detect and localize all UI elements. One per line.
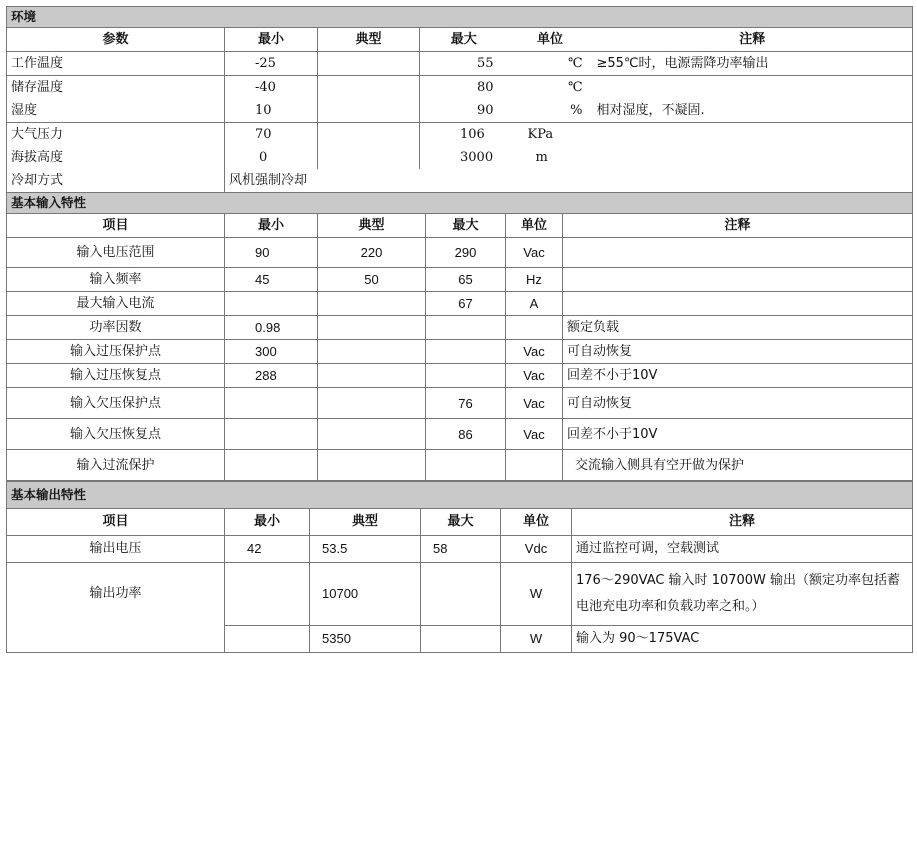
spec-document: [6, 6, 912, 653]
cell-min: 45: [225, 268, 318, 292]
header-unit: 单位: [506, 214, 563, 238]
cell-min: -40: [225, 76, 318, 100]
table-row: [7, 364, 913, 388]
environment-table: [6, 6, 913, 192]
cell-max: [426, 340, 506, 364]
cell-min: [225, 563, 310, 626]
table-header-row: [7, 214, 913, 238]
cell-max: [420, 169, 508, 192]
cell-item: 输入过压恢复点: [7, 364, 225, 388]
cell-min: 70: [225, 123, 318, 147]
cell-unit: W: [501, 563, 572, 626]
section-title: 基本输出特性: [7, 482, 913, 509]
table-row: [7, 419, 913, 450]
cell-typ: [318, 146, 420, 169]
cell-note: 额定负载: [563, 316, 913, 340]
table-row: [7, 340, 913, 364]
cell-param: 冷却方式: [7, 169, 225, 192]
cell-max: 80: [420, 76, 508, 100]
output-table: [6, 481, 913, 653]
input-table: [6, 192, 913, 481]
cell-param: 工作温度: [7, 52, 225, 76]
cell-note: 相对湿度，不凝固.: [593, 99, 913, 123]
cell-note: 输入为 90～175VAC: [572, 626, 913, 653]
cell-min: 288: [225, 364, 318, 388]
header-max: 最大: [420, 28, 508, 52]
cell-min: [225, 292, 318, 316]
cell-max: [426, 316, 506, 340]
cell-unit: W: [501, 626, 572, 653]
cell-unit: Vdc: [501, 536, 572, 563]
cell-unit: [506, 316, 563, 340]
cell-min: [225, 419, 318, 450]
cell-max: 67: [426, 292, 506, 316]
cell-max: 76: [426, 388, 506, 419]
table-row: [7, 536, 913, 563]
cell-item: 输入频率: [7, 268, 225, 292]
table-row: [7, 123, 913, 147]
cell-note: [563, 238, 913, 268]
section-title: 基本输入特性: [7, 193, 913, 214]
cell-param: 湿度: [7, 99, 225, 123]
header-max: 最大: [426, 214, 506, 238]
cell-typ: [318, 76, 420, 100]
section-header-input: [7, 193, 913, 214]
cell-min: [225, 388, 318, 419]
cell-unit: Vac: [506, 419, 563, 450]
cell-typ: [318, 123, 420, 147]
cell-min: 300: [225, 340, 318, 364]
table-row: [7, 238, 913, 268]
header-item: 项目: [7, 214, 225, 238]
header-max: 最大: [421, 509, 501, 536]
cell-typ: 220: [318, 238, 426, 268]
cell-note: [563, 268, 913, 292]
cell-unit: Vac: [506, 364, 563, 388]
cell-item: 输入电压范围: [7, 238, 225, 268]
cell-typ: 5350: [310, 626, 421, 653]
cell-unit: Vac: [506, 340, 563, 364]
cell-min: [225, 450, 318, 481]
header-unit: 单位: [501, 509, 572, 536]
cell-max: 86: [426, 419, 506, 450]
cell-item: 输出电压: [7, 536, 225, 563]
cell-item: 功率因数: [7, 316, 225, 340]
cell-min: -25: [225, 52, 318, 76]
cell-max: 55: [420, 52, 508, 76]
cell-item: 输入过压保护点: [7, 340, 225, 364]
cell-param: 大气压力: [7, 123, 225, 147]
table-row: [7, 169, 913, 192]
cell-typ: [318, 450, 426, 481]
cell-max: [421, 563, 501, 626]
table-row: [7, 450, 913, 481]
cell-min: [225, 626, 310, 653]
header-typ: 典型: [310, 509, 421, 536]
header-min: 最小: [225, 214, 318, 238]
cell-typ: [318, 419, 426, 450]
cell-typ: [318, 364, 426, 388]
table-row: [7, 146, 913, 169]
cell-note: 回差不小于10V: [563, 364, 913, 388]
header-param: 参数: [7, 28, 225, 52]
cell-typ: 53.5: [310, 536, 421, 563]
cell-unit: KPa: [508, 123, 593, 147]
table-row: [7, 292, 913, 316]
cell-note: [593, 123, 913, 147]
table-row: [7, 52, 913, 76]
cell-note: 回差不小于10V: [563, 419, 913, 450]
table-row: [7, 563, 913, 626]
cell-note: [593, 76, 913, 100]
cell-typ: [318, 388, 426, 419]
cell-note: 通过监控可调，空载测试: [572, 536, 913, 563]
cell-min: 10: [225, 99, 318, 123]
cell-max: 106: [420, 123, 508, 147]
cell-typ: [318, 99, 420, 123]
cell-item: 输入过流保护: [7, 450, 225, 481]
cell-note: 可自动恢复: [563, 388, 913, 419]
cell-max: 90: [420, 99, 508, 123]
cell-item: 最大输入电流: [7, 292, 225, 316]
cell-unit: %: [570, 103, 583, 118]
cell-max: [426, 364, 506, 388]
cell-unit: [506, 450, 563, 481]
header-unit: 单位: [508, 28, 593, 52]
cell-max: 3000: [420, 146, 508, 169]
header-min: 最小: [225, 509, 310, 536]
cell-min: 90: [225, 238, 318, 268]
cell-item: 输入欠压保护点: [7, 388, 225, 419]
table-row: [7, 76, 913, 100]
table-row: [7, 268, 913, 292]
header-item: 项目: [7, 509, 225, 536]
cell-typ: 50: [318, 268, 426, 292]
cell-typ: [318, 340, 426, 364]
table-header-row: [7, 28, 913, 52]
cell-typ: [318, 316, 426, 340]
cell-note: 可自动恢复: [563, 340, 913, 364]
cell-unit: Vac: [506, 388, 563, 419]
cell-note: [593, 146, 913, 169]
header-typ: 典型: [318, 214, 426, 238]
cell-note: 交流输入侧具有空开做为保护: [563, 450, 913, 481]
cell-typ: 10700: [310, 563, 421, 626]
header-note: 注释: [572, 509, 913, 536]
table-row: [7, 99, 913, 123]
header-note: 注释: [593, 28, 913, 52]
header-note: 注释: [563, 214, 913, 238]
section-header-environment: [7, 7, 913, 28]
cell-param: 海拔高度: [7, 146, 225, 169]
cell-note: [593, 169, 913, 192]
cell-unit: A: [506, 292, 563, 316]
cell-min: 0.98: [225, 316, 318, 340]
cell-max: [421, 626, 501, 653]
cell-max: 65: [426, 268, 506, 292]
cell-unit: m: [535, 150, 548, 165]
cell-max: [426, 450, 506, 481]
header-min: 最小: [225, 28, 318, 52]
cell-item: 输入欠压恢复点: [7, 419, 225, 450]
header-typ: 典型: [318, 28, 420, 52]
cell-unit: ℃: [508, 76, 593, 100]
cell-note: [563, 292, 913, 316]
section-title: 环境: [7, 7, 913, 28]
cell-unit: Vac: [506, 238, 563, 268]
cell-item-power: 输出功率: [7, 563, 225, 653]
cell-note: ≥55℃时，电源需降功率输出: [593, 52, 913, 76]
cell-typ: [318, 292, 426, 316]
cell-unit: Hz: [506, 268, 563, 292]
cell-max: 290: [426, 238, 506, 268]
cell-cooling: 风机强制冷却: [225, 169, 420, 192]
cell-min: 42: [225, 536, 310, 563]
cell-typ: [318, 52, 420, 76]
cell-unit: ℃: [508, 52, 593, 76]
section-header-output: [7, 482, 913, 509]
cell-min: 0: [225, 146, 318, 169]
cell-max: 58: [421, 536, 501, 563]
cell-note: 176～290VAC 输入时 10700W 输出（额定功率包括蓄电池充电功率和负载功率之和。）: [572, 563, 913, 626]
table-row: [7, 388, 913, 419]
table-header-row: [7, 509, 913, 536]
table-row: [7, 316, 913, 340]
cell-unit: [508, 169, 593, 192]
cell-param: 储存温度: [7, 76, 225, 100]
